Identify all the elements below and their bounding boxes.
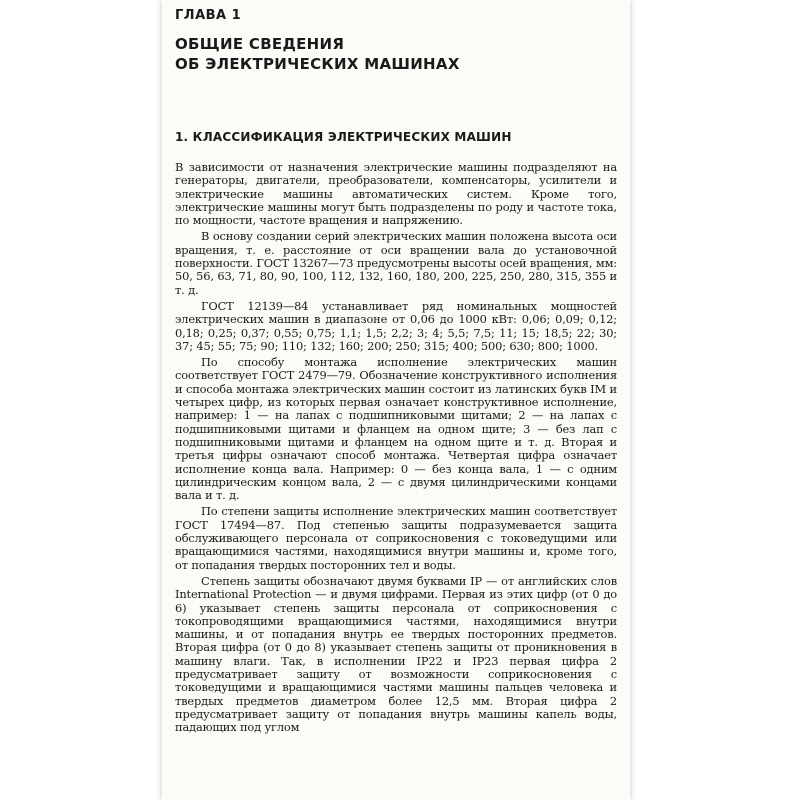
section-heading: 1. КЛАССИФИКАЦИЯ ЭЛЕКТРИЧЕСКИХ МАШИН — [175, 130, 512, 144]
paragraph: По способу монтажа исполнение электрических машин соответствует ГОСТ 2479—79. Обозначение конструктивного исполнения и способа монтажа электрических машин состоит из латинских букв IM и четырех цифр, из которых первая означает конструктивное исполнение, например: 1 — на лапах с подшипниковыми щитами; 2 — на лапах с подшипниковыми щитами и фланцем на одном щите; 3 — без лап с подшипниковыми щитами и фланцем на одном щите и т. д. Вторая и третья цифры означают способ монтажа. Четвертая цифра означает исполнение конца вала. Например: 0 — без конца вала, 1 — с одним цилиндрическим концом вала, 2 — с двумя цилиндрическими концами вала и т. д. — [175, 355, 617, 503]
chapter-title — [175, 34, 617, 74]
chapter-title-line-1: ОБЩИЕ СВЕДЕНИЯ — [175, 35, 345, 53]
paragraph: ГОСТ 12139—84 устанавливает ряд номинальных мощностей электрических машин в диапазоне от 0,06 до 1000 кВт: 0,06; 0,09; 0,12; 0,18; 0,25; 0,37; 0,55; 0,75; 1,1; 1,5; 2,2; 3; 4; 5,5; 7,5; 11; 15; 18,5; 22; 30; 37; 45; 55; 75; 90; 110; 132; 160; 200; 250; 315; 400; 500; 630; 800; 1000. — [175, 298, 617, 353]
paragraph: Степень защиты обозначают двумя буквами IP — от английских слов International Protection — и двумя цифрами. Первая из этих цифр (от 0 до 6) указывает степень защиты персонала от соприкосновения с токопроводящими вращающимися частями, находящимися внутри машины, и от попадания внутрь ее твердых посторонних предметов. Вторая цифра (от 0 до 8) указывает степень защиты от проникновения в машину влаги. Так, в исполнении IP22 и IP23 первая цифра 2 предусматривает защиту от возможности соприкосновения с токоведущими и вращающимися частями машины пальцев человека и твердых предметов диаметром более 12,5 мм. Вторая цифра 2 предусматривает защиту от попадания внутрь машины капель воды, падающих под углом — [175, 573, 617, 735]
chapter-title-line-2: ОБ ЭЛЕКТРИЧЕСКИХ МАШИНАХ — [175, 55, 460, 73]
book-page — [162, 0, 630, 800]
chapter-label: ГЛАВА 1 — [175, 8, 242, 23]
body-text — [175, 161, 617, 734]
paragraph: По степени защиты исполнение электрических машин соответствует ГОСТ 17494—87. Под степенью защиты подразумевается защита обслуживающего персонала от соприкосновения с токоведущими или вращающимися частями, находящимися внутри машины и, кроме того, от попадания твердых посторонних тел и воды. — [175, 504, 617, 572]
page-content — [175, 8, 617, 737]
paragraph: В основу создании серий электрических машин положена высота оси вращения, т. е. расстояние от оси вращении вала до установочной поверхности. ГОСТ 13267—73 предусмотрены высоты осей вращения, мм: 50, 56, 63, 71, 80, 90, 100, 112, 132, 160, 180, 200, 225, 250, 280, 315, 355 и т. д. — [175, 229, 617, 297]
paragraph: В зависимости от назначения электрические машины подразделяют на генераторы, двигатели, преобразователи, компенсаторы, усилители и электрические машины автоматических систем. Кроме того, электрические машины могут быть подразделены по роду и частоте тока, по мощности, частоте вращения и напряжению. — [175, 160, 617, 228]
